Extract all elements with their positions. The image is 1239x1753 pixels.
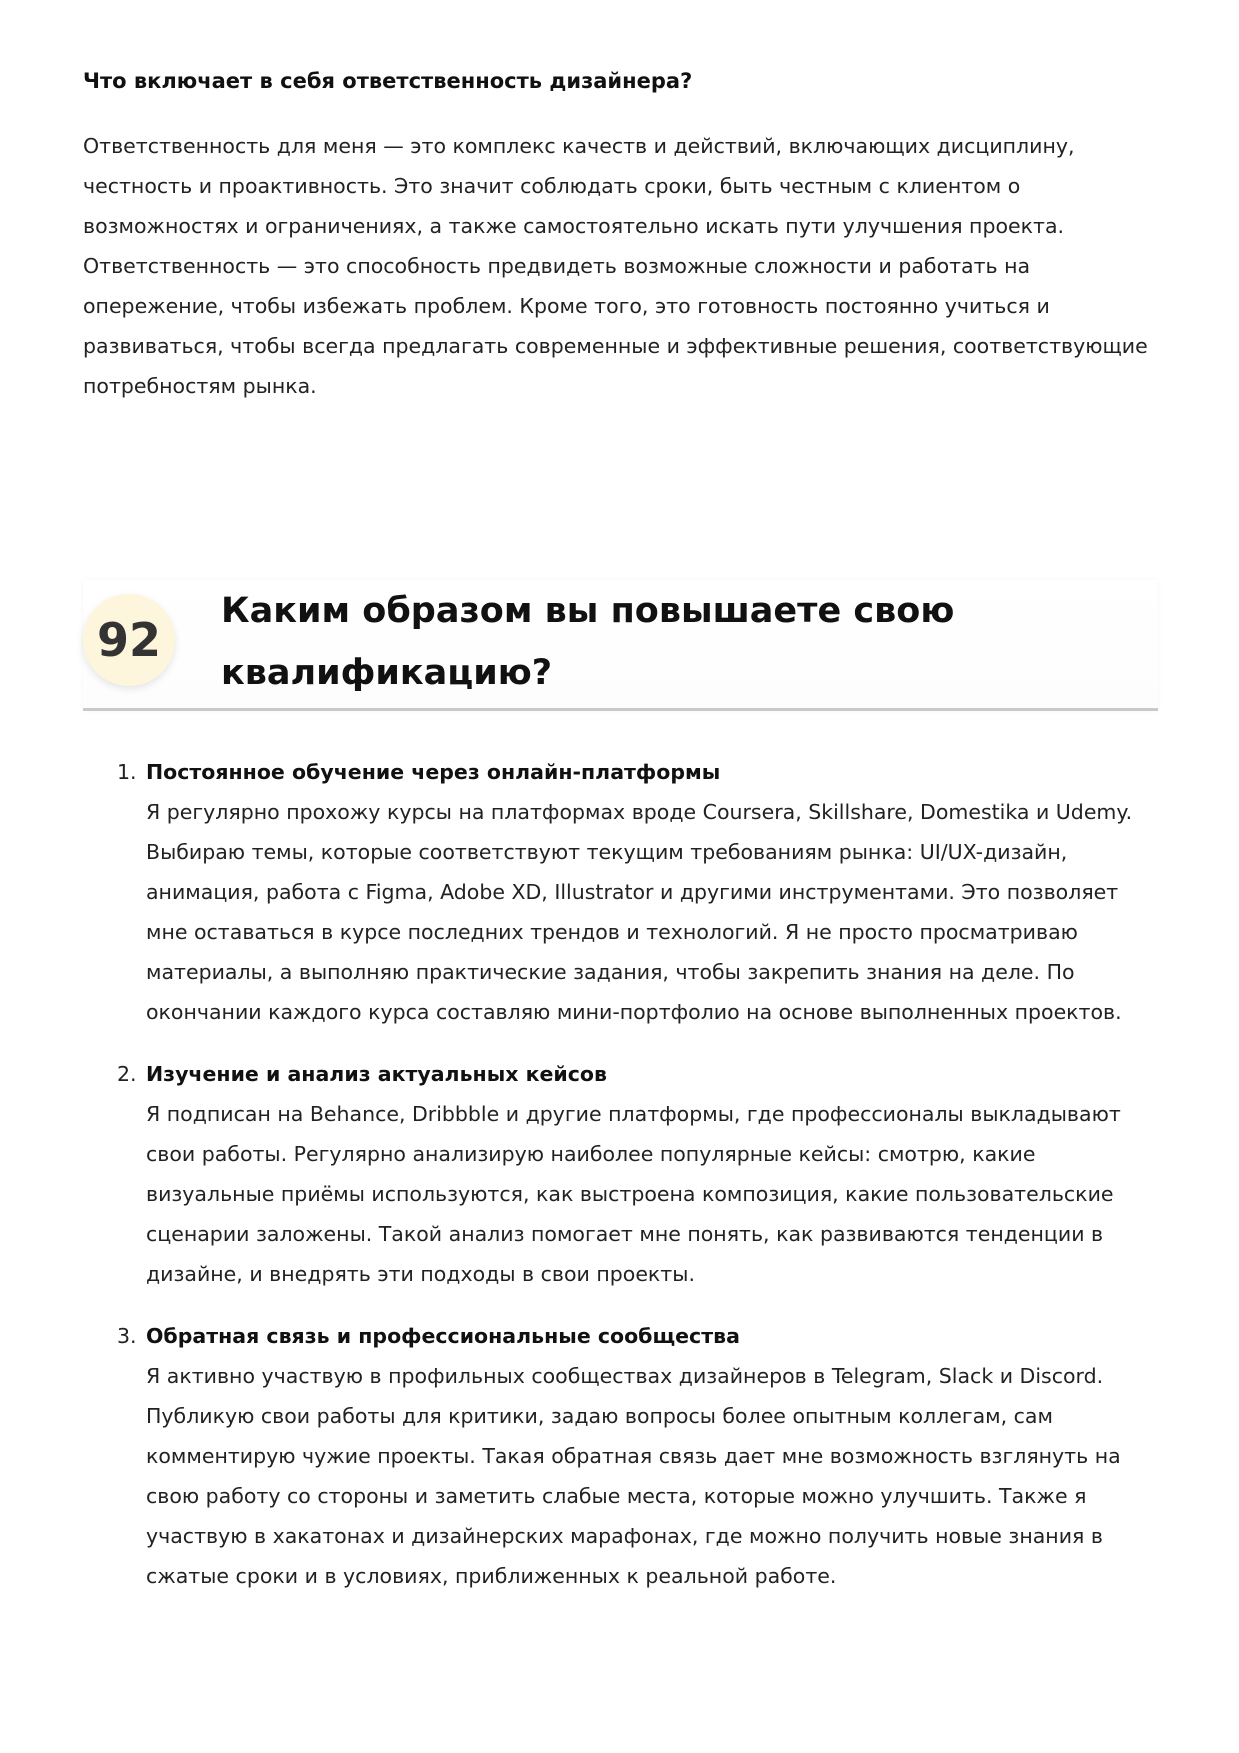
list-item — [83, 1316, 1158, 1596]
answer-list — [83, 752, 1158, 1618]
list-item-text: Я активно участвую в профильных сообществах дизайнеров в Telegram, Slack и Discord. Публикую свои работы для критики, задаю вопросы более опытным коллегам, сам комментирую чужие проекты. Такая обратная связь дает мне возможность взглянуть на свою работу со стороны и заметить слабые места, которые можно улучшить. Также я участвую в хакатонах и дизайнерских марафонах, где можно получить новые знания в сжатые сроки и в условиях, приближенных к реальной работе. — [146, 1364, 1121, 1588]
list-item-number: 2. — [117, 1062, 137, 1086]
list-item-number: 1. — [117, 760, 137, 784]
list-item — [83, 1054, 1158, 1294]
list-item-heading: Изучение и анализ актуальных кейсов — [146, 1062, 607, 1086]
list-item-number: 3. — [117, 1324, 137, 1348]
section-header — [83, 580, 1158, 711]
list-item-heading: Постоянное обучение через онлайн-платформы — [146, 760, 721, 784]
question-number-badge: 92 — [83, 594, 175, 686]
list-item — [83, 752, 1158, 1032]
list-item-text: Я регулярно прохожу курсы на платформах вроде Coursera, Skillshare, Domestika и Udemy. Выбираю темы, которые соответствуют текущим требованиям рынка: UI/UX-дизайн, анимация, работа с Figma, Adobe XD, Illustrator и другими инструментами. Это позволяет мне оставаться в курсе последних трендов и технологий. Я не просто просматриваю материалы, а выполняю практические задания, чтобы закрепить знания на деле. По окончании каждого курса составляю мини-портфолио на основе выполненных проектов. — [146, 800, 1133, 1024]
section-title: Каким образом вы повышаете свою квалификацию? — [221, 591, 955, 693]
previous-question-answer: Ответственность для меня — это комплекс качеств и действий, включающих дисциплину, честность и проактивность. Это значит соблюдать сроки, быть честным с клиентом о возможностях и ограничениях, а также самостоятельно искать пути улучшения проекта. Ответственность — это способность предвидеть возможные сложности и работать на опережение, чтобы избежать проблем. Кроме того, это готовность постоянно учиться и развиваться, чтобы всегда предлагать современные и эффективные решения, соответствующие потребностям рынка. — [83, 134, 1148, 398]
list-item-heading: Обратная связь и профессиональные сообщества — [146, 1324, 740, 1348]
previous-question-title: Что включает в себя ответственность дизайнера? — [83, 69, 693, 93]
list-item-text: Я подписан на Behance, Dribbble и другие платформы, где профессионалы выкладывают свои работы. Регулярно анализирую наиболее популярные кейсы: смотрю, какие визуальные приёмы используются, как выстроена композиция, какие пользовательские сценарии заложены. Такой анализ помогает мне понять, как развиваются тенденции в дизайне, и внедрять эти подходы в свои проекты. — [146, 1102, 1121, 1286]
